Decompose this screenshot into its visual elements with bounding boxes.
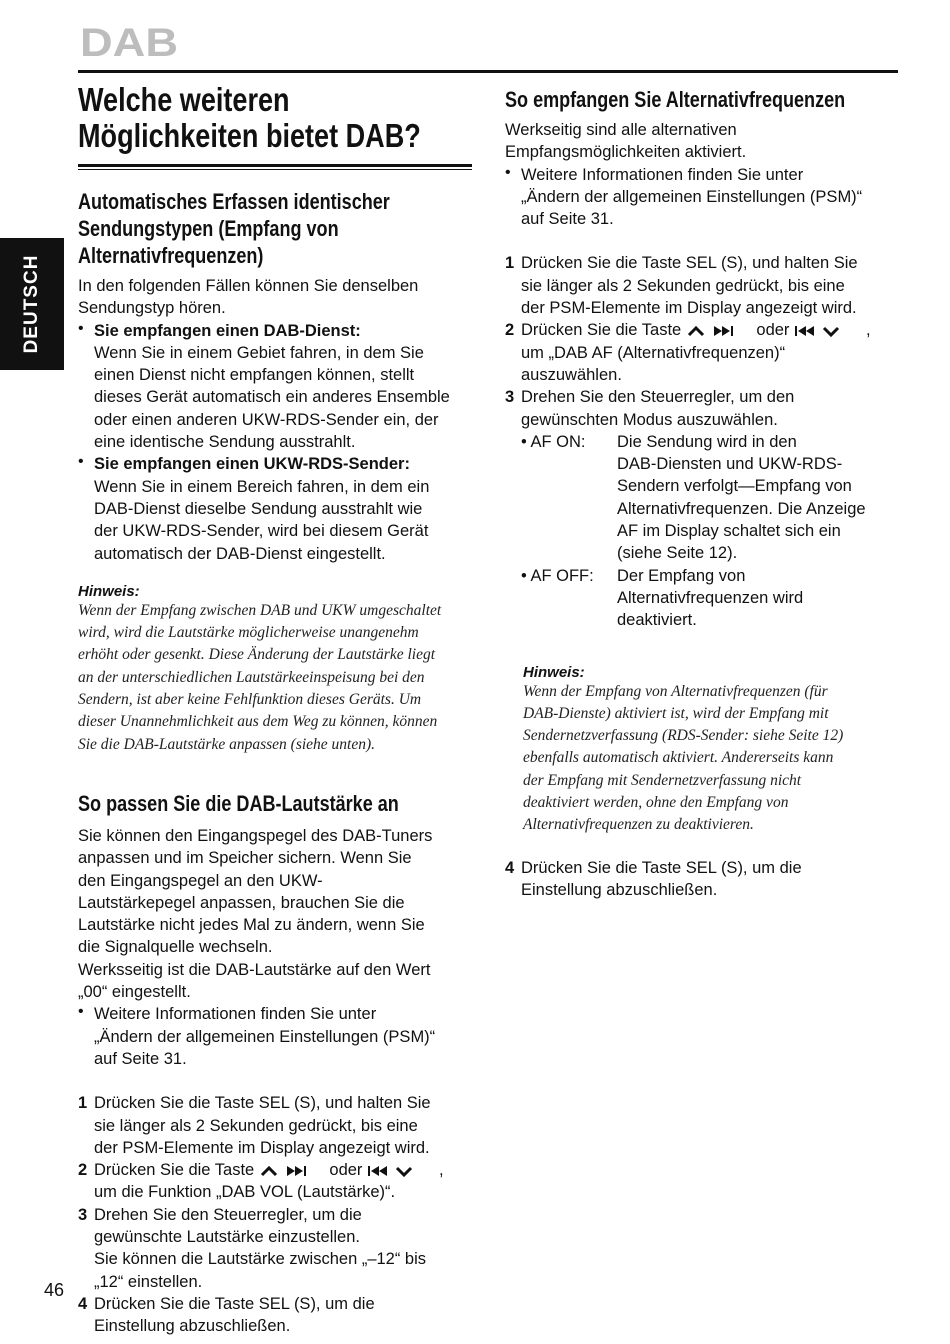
step-1 (78, 1092, 473, 1159)
dab-logo (80, 22, 180, 60)
title-rule (78, 164, 472, 167)
text-line: um „DAB AF (Alternativfrequenzen)“ (521, 343, 786, 362)
text-line: die Signalquelle wechseln. (78, 938, 273, 957)
bullet-fm-rds (78, 453, 473, 564)
hint-line: an der unterschiedlichen Lautstärkeeinspeisung bei den (78, 668, 425, 686)
text-line: DAB-Diensten und UKW-RDS- (617, 455, 843, 474)
text-line: Alternativfrequenzen. Die Anzeige (617, 499, 866, 518)
step-number: 3 (78, 1205, 88, 1224)
af-on-key: • AF ON: (521, 432, 586, 451)
text-line: Sie können den Eingangspegel des DAB-Tuners (78, 826, 433, 845)
text-line: Einstellung abzuschließen. (521, 880, 718, 899)
text-line: • Weitere Informationen finden Sie unter (521, 165, 804, 184)
text-line: • Weitere Informationen finden Sie unter (94, 1005, 377, 1024)
text-line: deaktiviert. (617, 611, 697, 630)
page-title (78, 82, 473, 154)
text-line: Wenn Sie in einem Gebiet fahren, in dem Sie (94, 343, 424, 362)
left-column (78, 82, 473, 1337)
text-line: gewünschte Lautstärke einzustellen. (94, 1227, 360, 1246)
hint-line: der Empfang mit Sendernetzverfassung nicht (523, 771, 802, 789)
step-4 (505, 857, 905, 902)
steps-right (505, 252, 905, 631)
text-span: oder (756, 321, 790, 340)
sec1-intro (78, 275, 473, 320)
text-line: Drücken Sie die Taste SEL (S), um die (521, 858, 802, 877)
step-number: 4 (78, 1294, 88, 1313)
section-heading-dab-volume (78, 790, 473, 817)
step-3 (505, 386, 905, 431)
hint-line: erhöht oder gesenkt. Diese Änderung der Lautstärke liegt (78, 646, 436, 664)
text-line: „12“ einstellen. (94, 1272, 203, 1291)
hint-label: Hinweis: (523, 663, 585, 681)
language-side-tab (0, 238, 64, 370)
text-line: Sendungstyp hören. (78, 299, 226, 318)
side-tab-label: DEUTSCH (21, 254, 42, 354)
text-line: Drehen Sie den Steuerregler, um die (94, 1205, 362, 1224)
text-span: oder (329, 1161, 363, 1180)
step-2-line-1: Drücken Sie die Taste oder , (94, 1161, 444, 1180)
hint-line: dieser Unannehmlichkeit aus dem Weg zu können, können (78, 713, 438, 731)
step-1 (505, 252, 905, 319)
text-line: DAB-Dienst dieselbe Sendung ausstrahlt wie (94, 499, 423, 518)
step-number: 3 (505, 388, 515, 407)
text-span: Drücken Sie die Taste (521, 321, 682, 340)
step-number: 2 (78, 1161, 88, 1180)
page-title-line-1: Welche weiteren (78, 81, 290, 118)
text-line: Alternativfrequenzen wird (617, 588, 804, 607)
text-line: oder einen anderen UKW-RDS-Sender ein, der (94, 410, 439, 429)
step-number: 4 (505, 858, 515, 877)
text-line: eine identische Sendung ausstrahlt. (94, 433, 356, 452)
text-line: „Ändern der allgemeinen Einstellungen (PSM)“ (521, 187, 863, 206)
hint-line: Wenn der Empfang zwischen DAB und UKW umgeschaltet (78, 601, 442, 619)
title-rule-thin (78, 169, 472, 170)
text-line: Der Empfang von (617, 566, 746, 585)
text-line: „00“ eingestellt. (78, 983, 191, 1002)
dab-logo-text: DAB (80, 22, 178, 60)
sec2-intro (78, 825, 473, 1003)
hint-box-left (78, 583, 473, 756)
top-rule (78, 70, 898, 73)
bullet-psm-ref (505, 164, 905, 231)
step-number: 1 (505, 254, 515, 273)
af-off-key: • AF OFF: (521, 566, 594, 585)
hint-line: deaktiviert werden, ohne den Empfang von (523, 794, 789, 812)
text-line: der PSM-Elemente im Display angezeigt wird. (94, 1138, 430, 1157)
bullet-title: • Sie empfangen einen DAB-Dienst: (94, 321, 361, 340)
prev-and-down-button-icon (794, 324, 866, 338)
text-line: Lautstärke nicht jedes Mal zu ändern, wenn Sie (78, 916, 425, 935)
hint-line: Sendern, ist aber keine Fehlfunktion dieses Geräts. Um (78, 691, 422, 709)
prev-and-down-button-icon (367, 1164, 439, 1178)
text-line: dieses Gerät automatisch ein anderes Ensemble (94, 388, 450, 407)
hint-line: ebenfalls automatisch aktiviert. Andererseits kann (523, 749, 834, 767)
text-line: (siehe Seite 12). (617, 544, 738, 563)
bullet-dab-service (78, 320, 473, 454)
text-line: Die Sendung wird in den (617, 432, 797, 451)
heading-line: Automatisches Erfassen identischer (78, 189, 390, 214)
section-heading-alt-freq-auto (78, 188, 473, 269)
hint-line: Sie die DAB-Lautstärke anpassen (siehe unten). (78, 735, 376, 753)
text-line: automatisch der DAB-Dienst eingestellt. (94, 544, 386, 563)
hint-box-right (505, 664, 905, 837)
up-and-next-button-icon (686, 324, 752, 338)
af-off-option (505, 565, 905, 632)
text-line: AF im Display schaltet sich ein (617, 522, 841, 541)
text-line: auf Seite 31. (94, 1049, 187, 1068)
text-line: Werksseitig ist die DAB-Lautstärke auf den Wert (78, 960, 431, 979)
text-line: auf Seite 31. (521, 210, 614, 229)
bullet-psm-ref (78, 1003, 473, 1070)
step-number: 2 (505, 321, 515, 340)
hint-label: Hinweis: (78, 582, 140, 600)
text-line: um die Funktion „DAB VOL (Lautstärke)“. (94, 1183, 396, 1202)
step-2 (78, 1159, 473, 1204)
text-line: Drücken Sie die Taste SEL (S), und halten Sie (94, 1094, 431, 1113)
step-4 (78, 1293, 473, 1338)
heading-line: Alternativfrequenzen) (78, 243, 264, 268)
text-line: sie länger als 2 Sekunden gedrückt, bis eine (94, 1116, 418, 1135)
text-line: In den folgenden Fällen können Sie denselben (78, 277, 419, 295)
text-line: der PSM-Elemente im Display angezeigt wird. (521, 299, 857, 318)
bullet-title: • Sie empfangen einen UKW-RDS-Sender: (94, 455, 410, 474)
hint-body (505, 681, 905, 837)
step-2-line-1: Drücken Sie die Taste oder , (521, 321, 871, 340)
step-number: 1 (78, 1094, 88, 1113)
text-line: Drücken Sie die Taste SEL (S), um die (94, 1294, 375, 1313)
up-and-next-button-icon (259, 1164, 325, 1178)
steps-left (78, 1092, 473, 1337)
text-line: Wenn Sie in einem Bereich fahren, in dem ein (94, 477, 430, 496)
text-span: Drücken Sie die Taste (94, 1161, 255, 1180)
right-intro (505, 119, 905, 164)
text-line: den Eingangspegel an den UKW- (78, 871, 323, 890)
right-column (505, 86, 905, 901)
hint-line: DAB-Dienste) aktiviert ist, wird der Empfang mit (523, 704, 829, 722)
af-on-option (505, 431, 905, 565)
step-2 (505, 319, 905, 386)
heading-line: Sendungstypen (Empfang von (78, 216, 339, 241)
text-line: sie länger als 2 Sekunden gedrückt, bis eine (521, 276, 845, 295)
heading-line: So passen Sie die DAB-Lautstärke an (78, 790, 399, 816)
text-line: anpassen und im Speicher sichern. Wenn Sie (78, 849, 412, 868)
text-line: Empfangsmöglichkeiten aktiviert. (505, 143, 747, 162)
hint-line: Alternativfrequenzen zu deaktivieren. (523, 816, 754, 834)
text-line: Werkseitig sind alle alternativen (505, 121, 737, 139)
text-line: Sie können die Lautstärke zwischen „–12“ bis (94, 1250, 427, 1269)
section-heading-receive-alt-freq (505, 86, 905, 113)
page-number: 46 (44, 1280, 65, 1300)
text-line: „Ändern der allgemeinen Einstellungen (PSM)“ (94, 1027, 436, 1046)
text-line: Einstellung abzuschließen. (94, 1317, 291, 1336)
step-3 (78, 1204, 473, 1293)
text-line: Lautstärkepegel anpassen, brauchen Sie die (78, 893, 405, 912)
text-line: einen Dienst nicht empfangen können, stellt (94, 366, 415, 385)
hint-line: Sendernetzverfassung (RDS-Sender: siehe Seite 12) (523, 727, 844, 745)
heading-line: So empfangen Sie Alternativfrequenzen (505, 87, 846, 112)
page-title-line-2: Möglichkeiten bietet DAB? (78, 117, 421, 154)
hint-line: wird, wird die Lautstärke möglicherweise unangenehm (78, 624, 419, 642)
text-line: Drücken Sie die Taste SEL (S), und halten Sie (521, 254, 858, 273)
text-line: Sendern verfolgt—Empfang von (617, 477, 852, 496)
hint-line: Wenn der Empfang von Alternativfrequenzen (für (523, 682, 828, 700)
text-line: der UKW-RDS-Sender, wird bei diesem Gerät (94, 522, 429, 541)
text-line: gewünschten Modus auszuwählen. (521, 410, 778, 429)
text-line: auszuwählen. (521, 365, 622, 384)
text-line: Drehen Sie den Steuerregler, um den (521, 388, 795, 407)
